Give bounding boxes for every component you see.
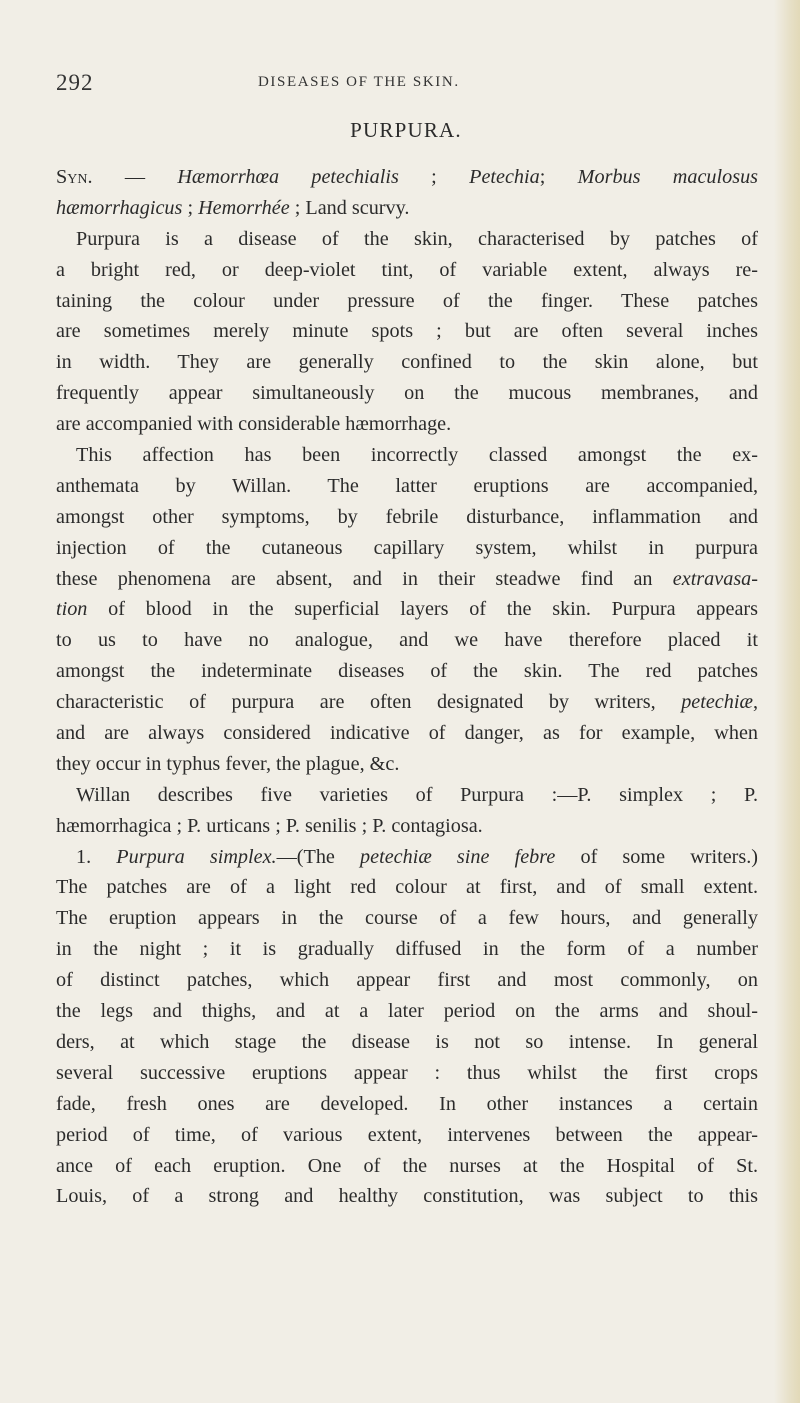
text-line: they occur in typhus fever, the plague, &c. (56, 752, 400, 775)
text-line: Syn. — Hæmorrhœa petechialis ; Petechia; Morbus maculosus (56, 166, 759, 188)
synonym-label: Syn. (56, 166, 93, 188)
text-line: This affection has been incorrectly classed amongst the ex- (76, 444, 758, 467)
text-line: the legs and thighs, and at a later period on the arms and shoul- (56, 1000, 758, 1023)
text-line: in width. They are generally confined to the skin alone, but (56, 351, 758, 374)
text-line: ance of each eruption. One of the nurses at the Hospital of St. (56, 1154, 758, 1177)
page-number: 292 (56, 70, 94, 95)
italic-term: extravasa- (672, 567, 758, 590)
text-line: amongst other symptoms, by febrile disturbance, inflammation and (56, 505, 758, 528)
chapter-title: PURPURA. (350, 118, 462, 142)
text-line: taining the colour under pressure of the finger. These patches (56, 289, 758, 312)
text-line: in the night ; it is gradually diffused in the form of a number (56, 938, 758, 961)
text-line: period of time, of various extent, intervenes between the appear- (56, 1123, 758, 1146)
text-line: anthemata by Willan. The latter eruptions are accompanied, (56, 474, 758, 497)
synonym-term: Morbus maculosus (577, 166, 759, 188)
page-edge-shading (774, 0, 800, 1403)
italic-term: petechiæ (681, 691, 753, 714)
running-head (56, 70, 756, 104)
text-line: The eruption appears in the course of a few hours, and generally (56, 907, 758, 930)
text-line: tion of blood in the superficial layers of the skin. Purpura appears (56, 598, 758, 621)
synonym-term: hæmorrhagicus (56, 196, 183, 219)
text-line: characteristic of purpura are often designated by writers, petechiæ, (56, 691, 758, 714)
text-line: to us to have no analogue, and we have therefore placed it (56, 629, 758, 652)
text-line: of distinct patches, which appear first and most commonly, on (56, 969, 758, 992)
text-line: are sometimes merely minute spots ; but are often several inches (56, 320, 758, 343)
body-text (56, 162, 758, 1212)
text-line: 1. Purpura simplex.—(The petechiæ sine febre of some writers.) (76, 845, 759, 868)
text-line: frequently appear simultaneously on the mucous membranes, and (56, 382, 758, 405)
text-line: Louis, of a strong and healthy constitution, was subject to this (56, 1185, 758, 1208)
text-line: The patches are of a light red colour at first, and of small extent. (56, 876, 758, 899)
text-line: these phenomena are absent, and in their steadwe find an extravasa- (56, 567, 758, 590)
text-line: Willan describes five varieties of Purpura :—P. simplex ; P. (76, 783, 758, 806)
text-line: fade, fresh ones are developed. In other instances a certain (56, 1092, 758, 1115)
italic-term: tion (56, 598, 88, 621)
synonym-term: Hemorrhée (198, 196, 290, 219)
text-line: hæmorrhagicus ; Hemorrhée ; Land scurvy. (56, 196, 410, 219)
section-heading-italic: Purpura simplex. (116, 845, 277, 868)
text-line: injection of the cutaneous capillary system, whilst in purpura (56, 536, 758, 559)
synonym-term: Petechia (469, 166, 540, 188)
text-line: amongst the indeterminate diseases of the skin. The red patches (56, 660, 758, 683)
text-line: a bright red, or deep-violet tint, of variable extent, always re- (56, 258, 758, 281)
synonym-term: Hæmorrhœa petechialis (177, 166, 399, 188)
italic-term: petechiæ sine febre (360, 845, 556, 868)
text-line: Purpura is a disease of the skin, characterised by patches of (76, 227, 758, 250)
running-title: DISEASES OF THE SKIN. (258, 74, 460, 90)
text-line: several successive eruptions appear : thus whilst the first crops (56, 1061, 758, 1084)
text-line: hæmorrhagica ; P. urticans ; P. senilis ; P. contagiosa. (56, 814, 483, 837)
text-line: ders, at which stage the disease is not so intense. In general (56, 1030, 758, 1053)
text-line: are accompanied with considerable hæmorrhage. (56, 413, 452, 436)
text-line: and are always considered indicative of danger, as for example, when (56, 722, 758, 745)
